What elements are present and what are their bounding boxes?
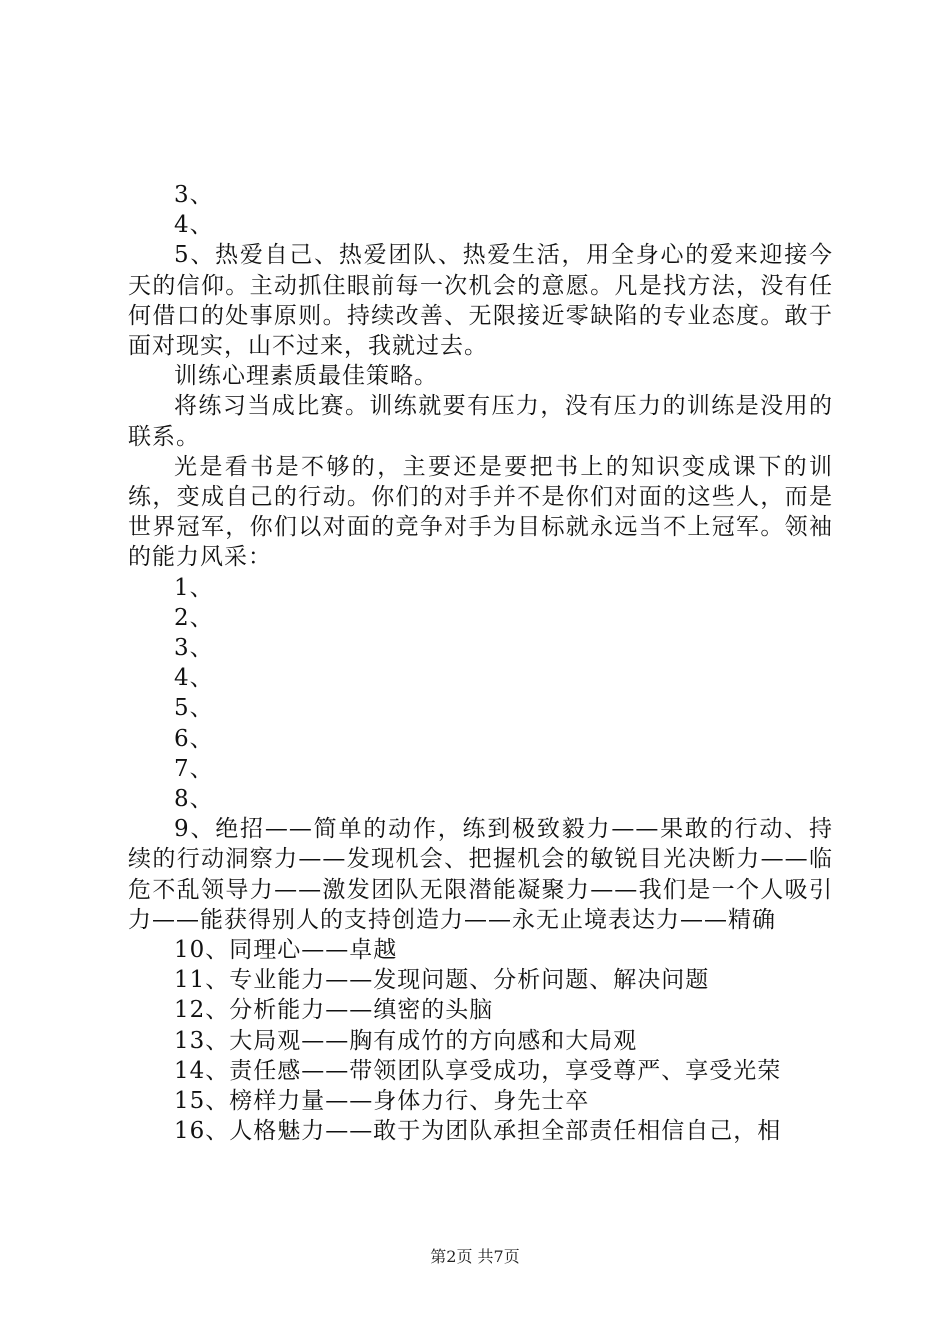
list-item-11: 11、专业能力——发现问题、分析问题、解决问题 (174, 967, 710, 994)
paragraph-item-4a: 4、 (174, 212, 214, 239)
list-item-7: 7、 (174, 755, 214, 782)
page-footer: 第2页 共7页 (430, 1247, 520, 1266)
paragraph-strategy-heading: 训练心理素质最佳策略。 (174, 363, 438, 390)
list-item-10: 10、同理心——卓越 (174, 937, 398, 964)
list-item-13: 13、大局观——胸有成竹的方向感和大局观 (174, 1027, 638, 1054)
document-body (128, 180, 833, 1147)
list-item-8: 8、 (174, 786, 214, 813)
list-item-12: 12、分析能力——缜密的头脑 (174, 997, 494, 1024)
list-item-5: 5、 (174, 695, 214, 722)
list-item-16: 16、人格魅力——敢于为团队承担全部责任相信自己，相 (174, 1118, 782, 1145)
list-item-14: 14、责任感——带领团队享受成功，享受尊严、享受光荣 (174, 1057, 782, 1084)
paragraph-item-3a: 3、 (174, 182, 214, 208)
list-item-15: 15、榜样力量——身体力行、身先士卒 (174, 1088, 590, 1115)
list-item-9: 9、绝招——简单的动作，练到极致毅力——果敢的行动、持续的行动洞察力——发现机会、把握机会的敏锐目光决断力——临危不乱领导力——激发团队无限潜能凝聚力——我们是一个人吸引力——能获得别人的支持创造力——永无止境表达力——精确 (128, 816, 833, 933)
list-item-4: 4、 (174, 665, 214, 692)
list-item-6: 6、 (174, 725, 214, 752)
paragraph-practice: 将练习当成比赛。训练就要有压力，没有压力的训练是没用的联系。 (128, 393, 833, 450)
paragraph-item-5a: 5、热爱自己、热爱团队、热爱生活，用全身心的爱来迎接今天的信仰。主动抓住眼前每一次机会的意愿。凡是找方法，没有任何借口的处事原则。持续改善、无限接近零缺陷的专业态度。敢于面对现实，山不过来，我就过去。 (128, 242, 833, 360)
paragraph-reading: 光是看书是不够的，主要还是要把书上的知识变成课下的训练，变成自己的行动。你们的对手并不是你们对面的这些人，而是世界冠军，你们以对面的竞争对手为目标就永远当不上冠军。领袖的能力风采： (128, 453, 833, 571)
list-item-1: 1、 (174, 574, 214, 601)
list-item-2: 2、 (174, 604, 214, 631)
list-item-3: 3、 (174, 635, 214, 662)
